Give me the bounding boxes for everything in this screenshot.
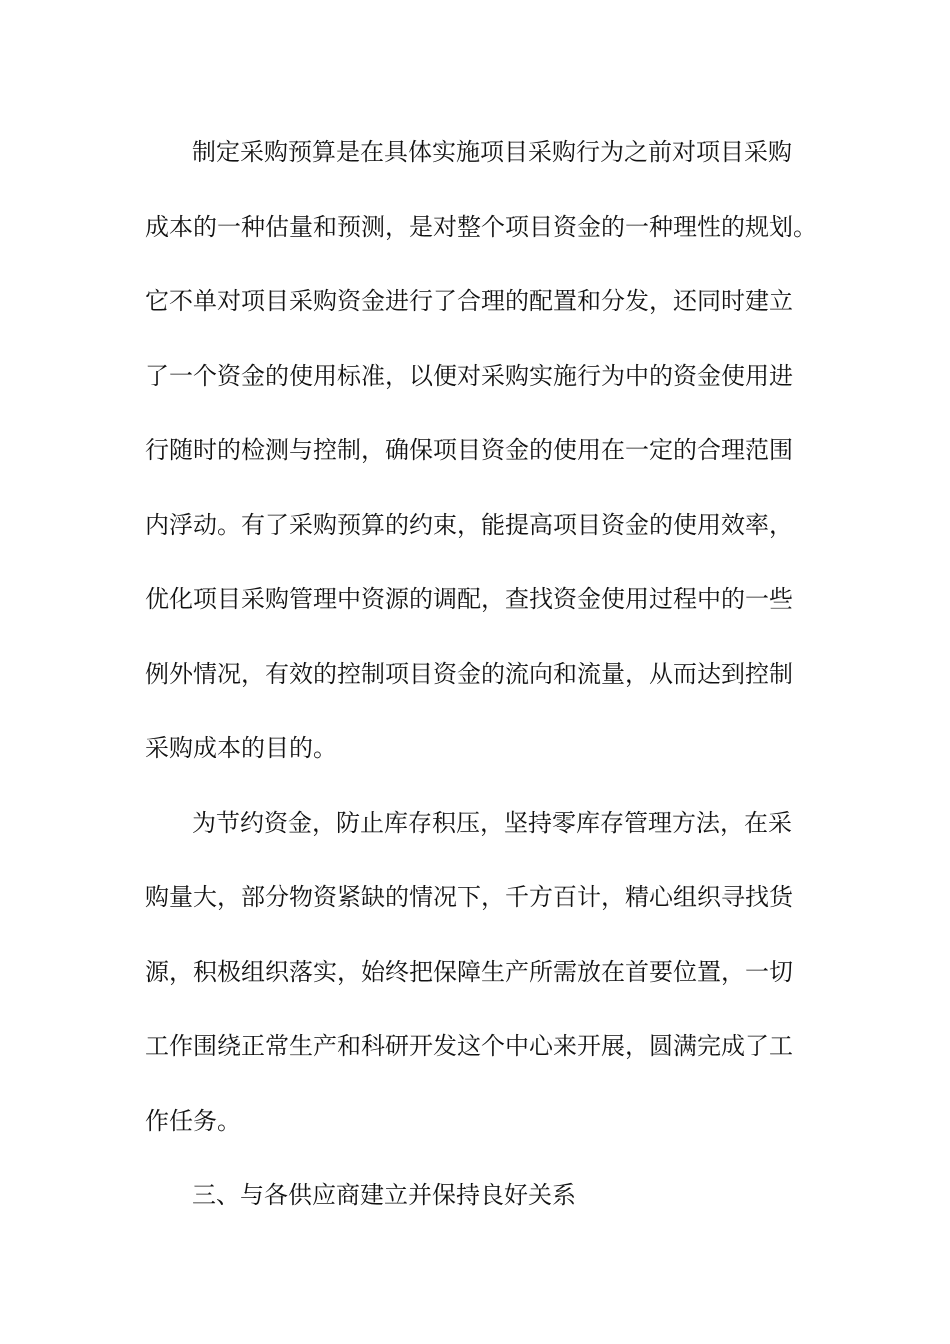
paragraph-1-line-5: 行随时的检测与控制，确保项目资金的使用在一定的合理范围 — [145, 436, 793, 464]
paragraph-1-line-7: 优化项目采购管理中资源的调配，查找资金使用过程中的一些 — [145, 585, 793, 613]
section-heading: 三、与各供应商建立并保持良好关系 — [192, 1181, 576, 1209]
paragraph-1-line-6: 内浮动。有了采购预算的约束，能提高项目资金的使用效率， — [145, 510, 793, 539]
paragraph-1-line-9: 采购成本的目的。 — [145, 734, 337, 762]
paragraph-1-line-1: 制定采购预算是在具体实施项目采购行为之前对项目采购 — [192, 138, 792, 166]
paragraph-1-line-8: 例外情况，有效的控制项目资金的流向和流量，从而达到控制 — [145, 659, 793, 688]
paragraph-2-line-3: 源，积极组织落实，始终把保障生产所需放在首要位置，一切 — [145, 957, 793, 986]
paragraph-1-line-3: 它不单对项目采购资金进行了合理的配置和分发，还同时建立 — [145, 287, 793, 315]
paragraph-2-line-4: 工作围绕正常生产和科研开发这个中心来开展，圆满完成了工 — [145, 1032, 793, 1060]
paragraph-2-line-1: 为节约资金，防止库存积压，坚持零库存管理方法，在采 — [192, 808, 792, 837]
paragraph-1-line-2: 成本的一种估量和预测，是对整个项目资金的一种理性的规划。 — [145, 212, 817, 241]
paragraph-1-line-4: 了一个资金的使用标准，以便对采购实施行为中的资金使用进 — [145, 361, 793, 390]
paragraph-2-line-2: 购量大，部分物资紧缺的情况下，千方百计，精心组织寻找货 — [145, 883, 793, 911]
paragraph-2-line-5: 作任务。 — [145, 1106, 241, 1135]
document-body — [145, 132, 825, 1250]
